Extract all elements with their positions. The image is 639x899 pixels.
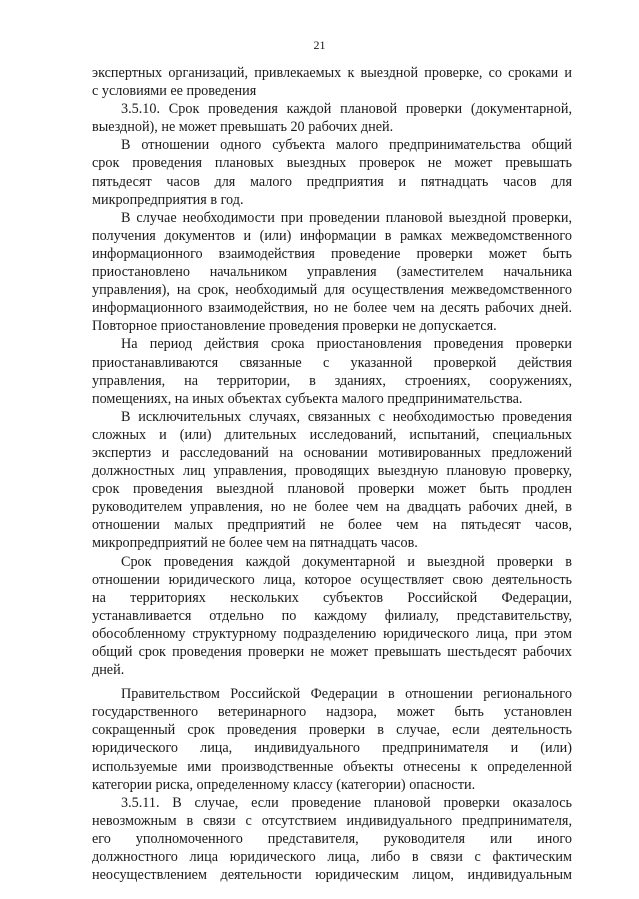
text-line: должностного лица юридического лица, либо в связи с фактическим bbox=[92, 849, 572, 866]
text-line: отношении малых предприятий не более чем на пятьдесят часов, bbox=[92, 517, 572, 534]
text-line: микропредприятий не более чем на пятнадцать часов. bbox=[92, 535, 418, 552]
text-line: должностных лиц управления, проводящих выездную плановую проверку, bbox=[92, 463, 572, 480]
text-line: управления, на территории, в зданиях, строениях, сооружениях, bbox=[92, 372, 572, 389]
paragraph-first-line: 3.5.11. В случае, если проведение плановой проверки оказалось bbox=[121, 794, 572, 811]
text-line: управления), на срок, необходимый для осуществления межведомственного bbox=[92, 282, 572, 299]
text-line: экспертиз и расследований на основании мотивированных предложений bbox=[92, 444, 572, 461]
paragraph-first-line: На период действия срока приостановления проведения проверки bbox=[121, 336, 572, 353]
document-body bbox=[92, 64, 572, 884]
text-line: пятьдесят часов для малого предприятия и пятнадцать часов для bbox=[92, 173, 572, 190]
text-line: юридического лица, индивидуального предпринимателя и (или) bbox=[92, 740, 572, 757]
paragraph-first-line: 3.5.10. Срок проведения каждой плановой проверки (документарной, bbox=[121, 101, 572, 118]
text-line: государственного ветеринарного надзора, может быть установлен bbox=[92, 704, 572, 721]
text-line: информационного взаимодействия, но не более чем на десять рабочих дней. bbox=[92, 300, 572, 317]
text-line: дней. bbox=[92, 662, 125, 679]
text-line: устанавливается отдельно по каждому филиалу, представительству, bbox=[92, 607, 572, 624]
text-line: неосуществлением деятельности юридическим лицом, индивидуальным bbox=[92, 867, 572, 884]
text-line: получения документов и (или) информации в рамках межведомственного bbox=[92, 227, 572, 244]
text-line: руководителем управления, но не более чем на двадцать рабочих дней, в bbox=[92, 499, 572, 516]
text-line: отношении юридического лица, которое осуществляет свою деятельность bbox=[92, 571, 572, 588]
page-number: 21 bbox=[313, 38, 326, 52]
paragraph-first-line: Срок проведения каждой документарной и выездной проверки в bbox=[121, 553, 572, 570]
text-line: Повторное приостановление проведения проверки не допускается. bbox=[92, 318, 497, 335]
text-line: обособленному структурному подразделению юридического лица, при этом bbox=[92, 625, 572, 642]
text-line: используемые ими производственные объекты отнесены к определенной bbox=[92, 758, 572, 775]
text-line: микропредприятия в год. bbox=[92, 191, 244, 208]
text-line: приостанавливаются связанные с указанной проверкой действия bbox=[92, 354, 572, 371]
paragraph-first-line: В отношении одного субъекта малого предпринимательства общий bbox=[121, 137, 572, 154]
text-line: информационного взаимодействия проведение проверки может быть bbox=[92, 245, 572, 262]
text-line: срок проведения плановых выездных проверок не может превышать bbox=[92, 155, 572, 172]
text-line: общий срок проведения проверки не может превышать шестьдесят рабочих bbox=[92, 644, 572, 660]
text-line: помещениях, на иных объектах субъекта малого предпринимательства. bbox=[92, 390, 523, 407]
text-line: с условиями ее проведения bbox=[92, 83, 257, 100]
text-line: сложных и (или) длительных исследований, испытаний, специальных bbox=[92, 426, 572, 443]
text-line: на территориях нескольких субъектов Российской Федерации, bbox=[92, 589, 572, 606]
text-line: приостановлено начальником управления (заместителем начальника bbox=[92, 264, 572, 281]
paragraph-first-line: В исключительных случаях, связанных с необходимостью проведения bbox=[121, 408, 572, 425]
paragraph-first-line: Правительством Российской Федерации в отношении регионального bbox=[121, 686, 572, 703]
paragraph-first-line: В случае необходимости при проведении плановой выездной проверки, bbox=[121, 209, 572, 226]
text-line: экспертных организаций, привлекаемых к выездной проверке, со сроками и bbox=[92, 65, 572, 81]
text-line: срок проведения выездной плановой проверки может быть продлен bbox=[92, 481, 572, 498]
text-line: его уполномоченного представителя, руководителя или иного bbox=[92, 830, 572, 847]
text-line: невозможным в связи с отсутствием индивидуального предпринимателя, bbox=[92, 812, 572, 829]
text-line: категории риска, определенному классу (категории) опасности. bbox=[92, 776, 476, 793]
text-line: выездной), не может превышать 20 рабочих дней. bbox=[92, 119, 394, 136]
text-line: сокращенный срок проведения проверки в случае, если деятельность bbox=[92, 722, 572, 739]
